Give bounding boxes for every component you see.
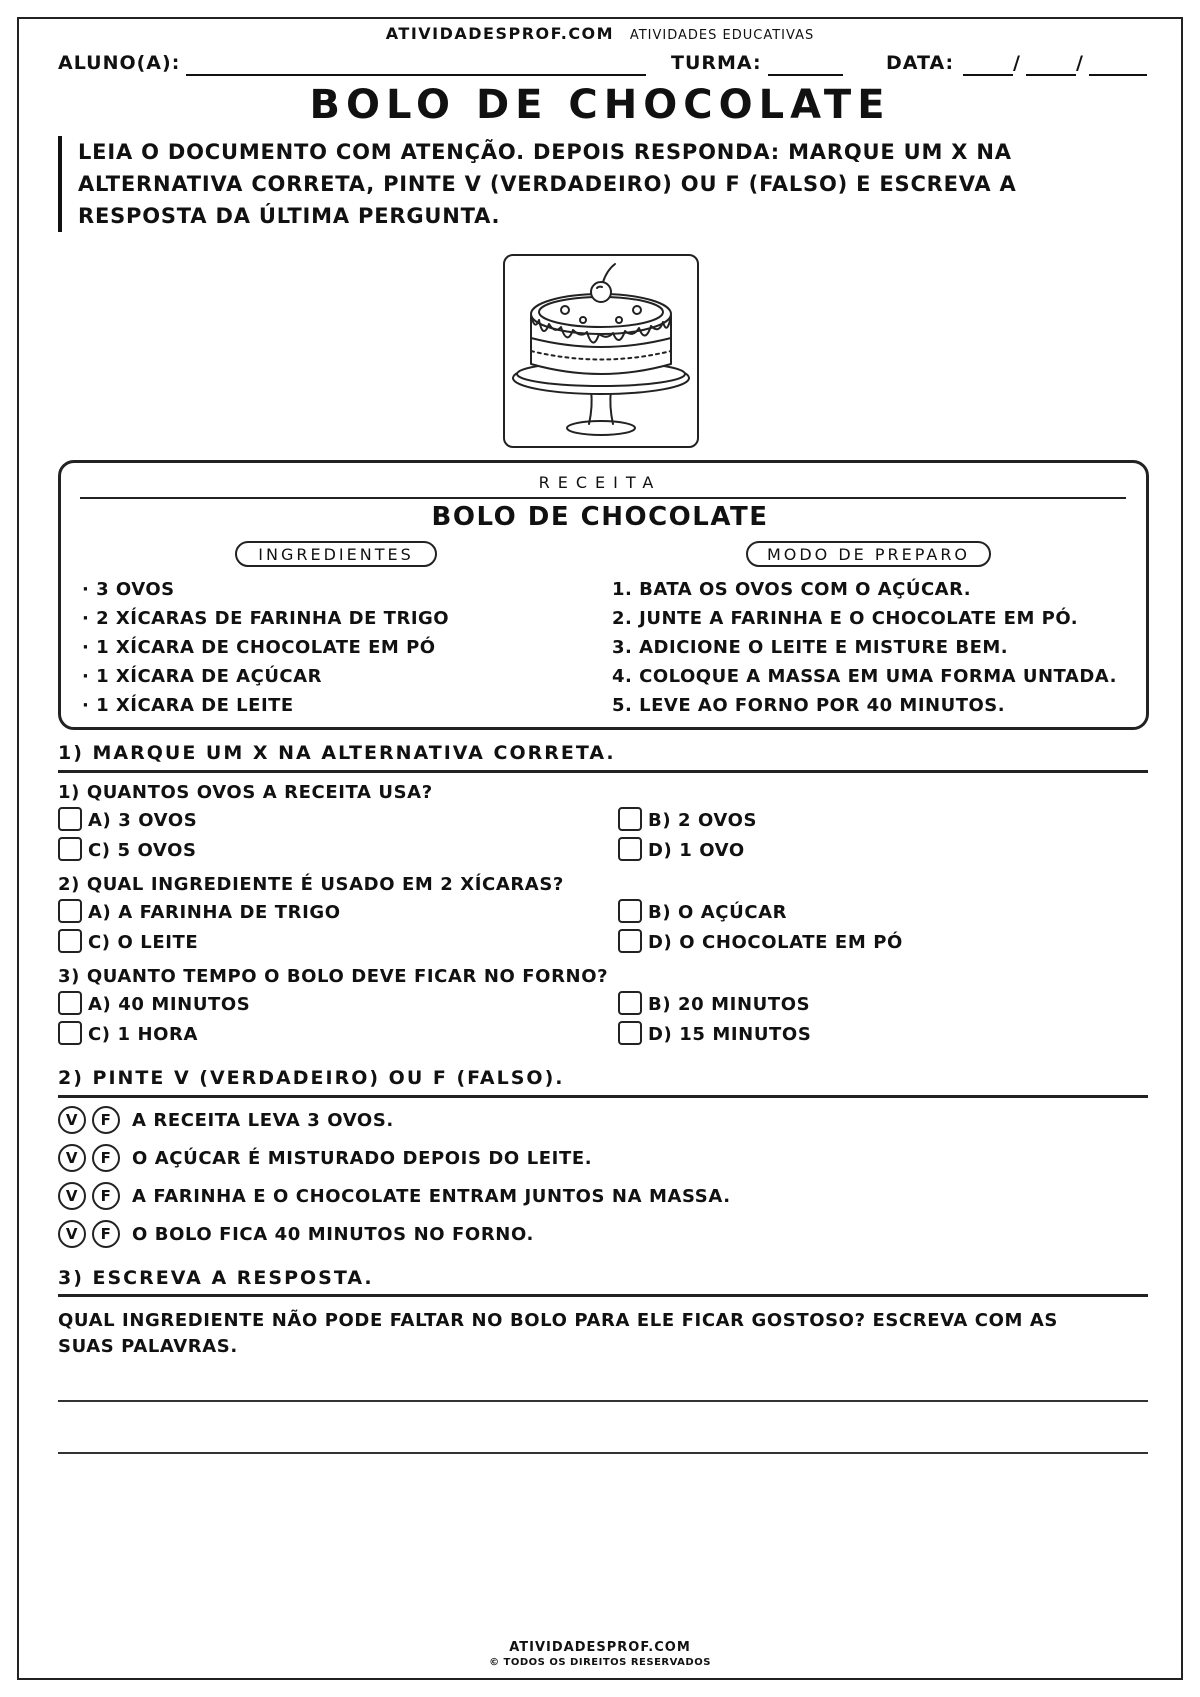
cake-icon bbox=[505, 256, 697, 446]
section2-rule bbox=[58, 1095, 1148, 1098]
statement-text: A FARINHA E O CHOCOLATE ENTRAM JUNTOS NA MASSA. bbox=[132, 1185, 731, 1207]
recipe-title: BOLO DE CHOCOLATE bbox=[431, 502, 769, 532]
checkbox[interactable] bbox=[58, 1021, 82, 1045]
ingredients-list bbox=[82, 575, 449, 720]
method-list bbox=[612, 575, 1117, 720]
option-3d[interactable] bbox=[618, 1023, 811, 1049]
false-option[interactable]: F bbox=[92, 1144, 120, 1172]
section2-title: 2) PINTE V (VERDADEIRO) OU F (FALSO). bbox=[58, 1067, 565, 1089]
option-1b[interactable] bbox=[618, 809, 757, 835]
true-option[interactable]: V bbox=[58, 1182, 86, 1210]
false-option[interactable]: F bbox=[92, 1106, 120, 1134]
checkbox[interactable] bbox=[58, 929, 82, 953]
checkbox[interactable] bbox=[58, 899, 82, 923]
option-1c[interactable] bbox=[58, 839, 197, 865]
method-step: 1. BATA OS OVOS COM O AÇÚCAR. bbox=[612, 579, 972, 600]
option-label: A) A FARINHA DE TRIGO bbox=[88, 902, 341, 923]
site-header bbox=[0, 24, 1200, 43]
option-2b[interactable] bbox=[618, 901, 787, 927]
checkbox[interactable] bbox=[618, 929, 642, 953]
ingredient-item: · 2 XÍCARAS DE FARINHA DE TRIGO bbox=[82, 608, 450, 629]
checkbox[interactable] bbox=[58, 991, 82, 1015]
option-2d[interactable] bbox=[618, 931, 903, 957]
option-label: A) 3 OVOS bbox=[88, 810, 198, 831]
question-2: 2) QUAL INGREDIENTE É USADO EM 2 XÍCARAS? bbox=[58, 874, 564, 895]
ingredient-item: · 1 XÍCARA DE LEITE bbox=[82, 695, 294, 716]
true-false-row bbox=[58, 1220, 534, 1248]
site-subtitle: ATIVIDADES EDUCATIVAS bbox=[629, 28, 815, 43]
checkbox[interactable] bbox=[618, 837, 642, 861]
date-label: DATA: bbox=[886, 52, 955, 74]
ingredient-item: · 3 OVOS bbox=[82, 579, 175, 600]
statement-text: A RECEITA LEVA 3 OVOS. bbox=[132, 1109, 394, 1131]
true-false-row bbox=[58, 1144, 592, 1172]
option-label: C) O LEITE bbox=[88, 932, 199, 953]
class-label: TURMA: bbox=[671, 52, 762, 74]
footer bbox=[0, 1640, 1200, 1668]
option-label: C) 5 OVOS bbox=[88, 840, 197, 861]
option-label: B) 20 MINUTOS bbox=[648, 994, 811, 1015]
ingredient-item: · 1 XÍCARA DE AÇÚCAR bbox=[82, 666, 322, 687]
open-question: QUAL INGREDIENTE NÃO PODE FALTAR NO BOLO PARA ELE FICAR GOSTOSO? ESCREVA COM AS SUAS PALAVRAS. bbox=[58, 1310, 1058, 1357]
date-separator: / bbox=[1013, 52, 1021, 74]
false-option[interactable]: F bbox=[92, 1220, 120, 1248]
student-fields bbox=[58, 50, 1148, 80]
footer-site: ATIVIDADESPROF.COM bbox=[509, 1640, 691, 1655]
option-3a[interactable] bbox=[58, 993, 250, 1019]
option-label: B) 2 OVOS bbox=[648, 810, 758, 831]
checkbox[interactable] bbox=[58, 807, 82, 831]
date-separator: / bbox=[1076, 52, 1084, 74]
false-option[interactable]: F bbox=[92, 1182, 120, 1210]
option-3c[interactable] bbox=[58, 1023, 198, 1049]
recipe-label: RECEITA bbox=[538, 473, 662, 492]
option-label: D) O CHOCOLATE EM PÓ bbox=[648, 932, 903, 953]
method-step: 4. COLOQUE A MASSA EM UMA FORMA UNTADA. bbox=[612, 666, 1117, 687]
true-option[interactable]: V bbox=[58, 1106, 86, 1134]
recipe-divider bbox=[80, 497, 1126, 499]
option-label: C) 1 HORA bbox=[88, 1024, 199, 1045]
option-2c[interactable] bbox=[58, 931, 198, 957]
instructions: LEIA O DOCUMENTO COM ATENÇÃO. DEPOIS RESPONDA: MARQUE UM X NA ALTERNATIVA CORRETA, PINTE V (VERDADEIRO) OU F (FALSO) E ESCREVA A RESPOSTA DA ÚLTIMA PERGUNTA. bbox=[58, 136, 1078, 232]
student-name-field[interactable] bbox=[186, 74, 646, 76]
answer-line[interactable] bbox=[58, 1400, 1148, 1402]
ingredients-heading: INGREDIENTES bbox=[235, 541, 437, 567]
section1-title: 1) MARQUE UM X NA ALTERNATIVA CORRETA. bbox=[58, 742, 616, 764]
footer-copyright: © TODOS OS DIREITOS RESERVADOS bbox=[489, 1657, 711, 1668]
true-option[interactable]: V bbox=[58, 1220, 86, 1248]
option-label: D) 15 MINUTOS bbox=[648, 1024, 812, 1045]
student-label: ALUNO(A): bbox=[58, 52, 181, 74]
statement-text: O BOLO FICA 40 MINUTOS NO FORNO. bbox=[132, 1223, 534, 1245]
date-year-field[interactable] bbox=[1089, 74, 1147, 76]
method-step: 2. JUNTE A FARINHA E O CHOCOLATE EM PÓ. bbox=[612, 608, 1079, 629]
true-false-row bbox=[58, 1106, 394, 1134]
section1-rule bbox=[58, 770, 1148, 773]
method-step: 5. LEVE AO FORNO POR 40 MINUTOS. bbox=[612, 695, 1006, 716]
checkbox[interactable] bbox=[618, 807, 642, 831]
option-label: A) 40 MINUTOS bbox=[88, 994, 251, 1015]
statement-text: O AÇÚCAR É MISTURADO DEPOIS DO LEITE. bbox=[132, 1147, 593, 1169]
question-3: 3) QUANTO TEMPO O BOLO DEVE FICAR NO FORNO? bbox=[58, 966, 609, 987]
question-1: 1) QUANTOS OVOS A RECEITA USA? bbox=[58, 782, 433, 803]
site-name: ATIVIDADESPROF.COM bbox=[385, 24, 615, 43]
ingredient-item: · 1 XÍCARA DE CHOCOLATE EM PÓ bbox=[82, 637, 436, 658]
option-label: D) 1 OVO bbox=[648, 840, 745, 861]
true-false-row bbox=[58, 1182, 731, 1210]
cake-illustration-frame bbox=[503, 254, 699, 448]
option-1d[interactable] bbox=[618, 839, 745, 865]
checkbox[interactable] bbox=[58, 837, 82, 861]
checkbox[interactable] bbox=[618, 1021, 642, 1045]
page-title: BOLO DE CHOCOLATE bbox=[309, 82, 891, 128]
option-1a[interactable] bbox=[58, 809, 197, 835]
section3-rule bbox=[58, 1294, 1148, 1297]
section3-title: 3) ESCREVA A RESPOSTA. bbox=[58, 1267, 374, 1289]
class-field[interactable] bbox=[768, 74, 843, 76]
checkbox[interactable] bbox=[618, 991, 642, 1015]
method-step: 3. ADICIONE O LEITE E MISTURE BEM. bbox=[612, 637, 1009, 658]
option-label: B) O AÇÚCAR bbox=[648, 902, 788, 923]
method-heading: MODO DE PREPARO bbox=[746, 541, 991, 567]
true-option[interactable]: V bbox=[58, 1144, 86, 1172]
answer-line[interactable] bbox=[58, 1452, 1148, 1454]
date-month-field[interactable] bbox=[1026, 74, 1076, 76]
checkbox[interactable] bbox=[618, 899, 642, 923]
date-day-field[interactable] bbox=[963, 74, 1013, 76]
option-3b[interactable] bbox=[618, 993, 810, 1019]
option-2a[interactable] bbox=[58, 901, 341, 927]
